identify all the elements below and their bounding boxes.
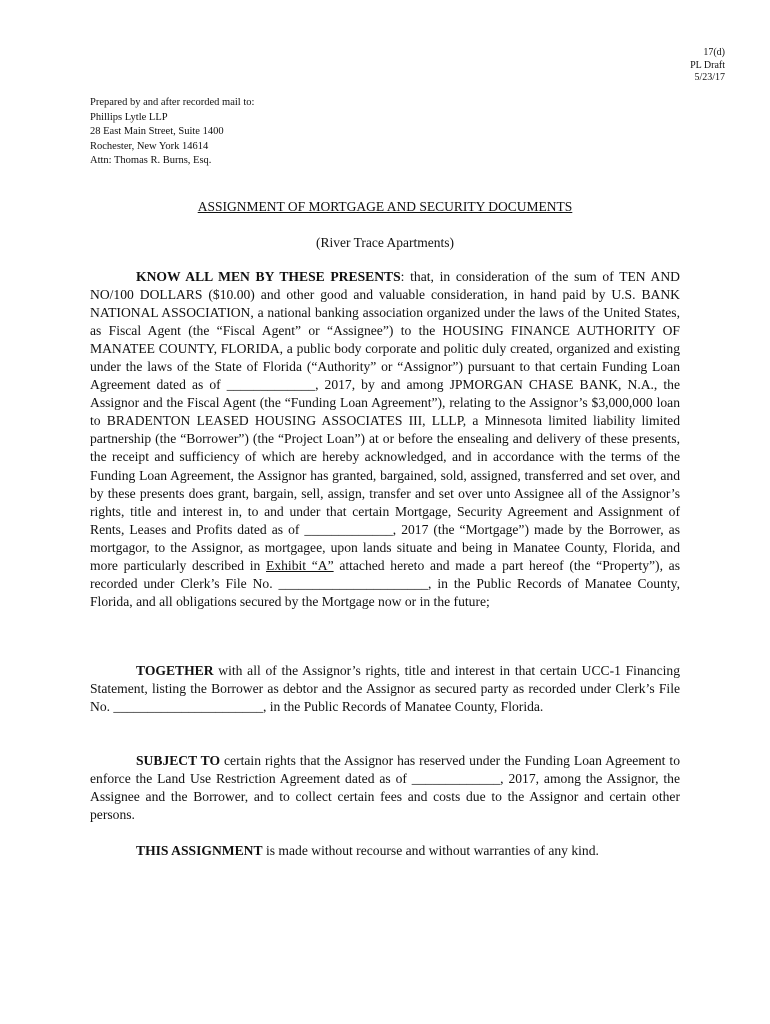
- paragraph-lead: THIS ASSIGNMENT: [136, 843, 263, 858]
- prepared-by-block: [90, 96, 254, 169]
- prepared-line: Phillips Lytle LLP: [90, 111, 168, 123]
- paragraph-this-assignment: [90, 842, 680, 860]
- draft-version-block: [690, 47, 725, 85]
- draft-line: PL Draft: [690, 59, 725, 71]
- document-subtitle: (River Trace Apartments): [316, 235, 454, 250]
- paragraph-lead: TOGETHER: [136, 663, 214, 678]
- paragraph-lead: SUBJECT TO: [136, 753, 221, 768]
- document-title: ASSIGNMENT OF MORTGAGE AND SECURITY DOCUMENTS: [197, 199, 573, 214]
- draft-line: 5/23/17: [694, 72, 725, 83]
- prepared-line: 28 East Main Street, Suite 1400: [90, 126, 224, 137]
- paragraph-subject-to: [90, 752, 680, 824]
- paragraph-know-all-men: [90, 268, 680, 611]
- paragraph-text: is made without recourse and without warranties of any kind.: [262, 843, 599, 858]
- paragraph-text: certain rights that the Assignor has reserved under the Funding Loan Agreement to enforce the Land Use Restriction Agreement dated as of _____________, 2017, among the Assignor, the Assignee and the Borrower, and to collect certain fees and costs due to the Assignor and certain other persons.: [90, 753, 680, 823]
- paragraph-together: [90, 662, 680, 716]
- prepared-line: Prepared by and after recorded mail to:: [90, 97, 255, 108]
- paragraph-text: : that, in consideration of the sum of TEN AND NO/100 DOLLARS ($10.00) and other good and valuable consideration, in hand paid by U.S. BANK NATIONAL ASSOCIATION, a national banking association organized under the laws of the United States, as Fiscal Agent (the “Fiscal Agent” or “Assignee”) to the HOUSING FINANCE AUTHORITY OF MANATEE COUNTY, FLORIDA, a public body corporate and politic duly created, organized and existing under the laws of the State of Florida (“Authority” or “Assignor”) pursuant to that certain Funding Loan Agreement dated as of _____________, 2017, by and among JPMORGAN CHASE BANK, N.A., the Assignor and the Fiscal Agent (the “Funding Loan Agreement”), relating to the Assignor’s $3,000,000 loan to BRADENTON LEASED HOUSING ASSOCIATES III, LLLP, a Minnesota limited liability limited partnership (the “Borrower”) (the “Project Loan”) at or before the ensealing and delivery of these presents, the receipt and sufficiency of which are hereby acknowledged, and in accordance with the terms of the Funding Loan Agreement, the Assignor has granted, bargained, sold, assigned, transferred and set over, and by these presents does grant, bargain, sell, assign, transfer and set over unto Assignee all of the Assignor’s rights, title and interest in, to and under that certain Mortgage, Security Agreement and Assignment of Rents, Leases and Profits dated as of _____________, 2017 (the “Mortgage”) made by the Borrower, as mortgagor, to the Assignor, as mortgagee, upon lands situate and being in Manatee County, Florida, and more particularly described in: [90, 269, 681, 573]
- paragraph-text: with all of the Assignor’s rights, title and interest in that certain UCC-1 Financing Statement, listing the Borrower as debtor and the Assignor as secured party as recorded under Clerk’s File No. ______________________, in the Public Records of Manatee County, Florida.: [90, 663, 680, 715]
- paragraph-text: attached hereto and made a part hereof (the “Property”), as recorded under Clerk’s File No. ______________________, in the Public Records of Manatee County, Florida, and all obligations secured by the Mortgage now or in the future;: [90, 557, 680, 609]
- prepared-line: Attn: Thomas R. Burns, Esq.: [90, 155, 212, 166]
- prepared-line: Rochester, New York 14614: [90, 140, 209, 152]
- exhibit-reference: Exhibit “A”: [266, 557, 334, 573]
- draft-line: 17(d): [703, 47, 725, 58]
- paragraph-lead: KNOW ALL MEN BY THESE PRESENTS: [136, 269, 401, 284]
